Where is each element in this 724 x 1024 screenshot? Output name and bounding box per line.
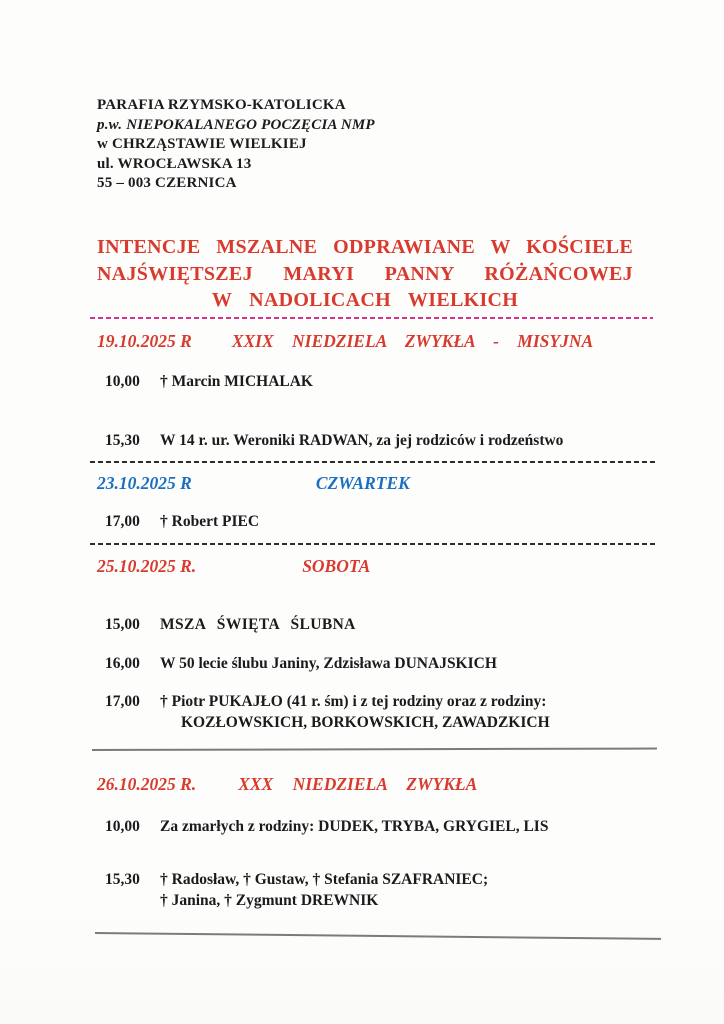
section-date: 26.10.2025 R. — [97, 774, 197, 794]
section-date: 23.10.2025 R — [97, 473, 192, 493]
parish-street: ul. WROCŁAWSKA 13 — [97, 155, 252, 172]
mass-entry — [97, 691, 657, 733]
parish-letterhead — [97, 96, 375, 194]
title-line-3: W NADOLICACH WIELKICH — [211, 289, 519, 311]
divider-solid — [92, 748, 657, 751]
section-heading-25-10 — [97, 556, 370, 577]
mass-time: 10,00 — [105, 818, 140, 835]
mass-entry — [97, 430, 657, 451]
mass-intention: Za zmarłych z rodziny: DUDEK, TRYBA, GRYGIEL, LIS — [160, 818, 549, 835]
parish-locality: w CHRZĄSTAWIE WIELKIEJ — [97, 136, 307, 152]
mass-intention: W 14 r. ur. Weroniki RADWAN, za jej rodziców i rodzeństwo — [160, 432, 564, 449]
section-day-name: XXX NIEDZIELA ZWYKŁA — [238, 774, 478, 794]
mass-intention: † Robert PIEC — [160, 513, 260, 530]
mass-time: 17,00 — [105, 693, 140, 710]
divider-dashed-pink — [90, 317, 653, 319]
mass-time: 17,00 — [105, 513, 140, 530]
section-heading-26-10 — [97, 774, 477, 795]
mass-intention — [160, 691, 657, 733]
mass-time: 15,30 — [105, 432, 140, 449]
section-heading-19-10 — [97, 331, 593, 352]
mass-intention-line-1: † Piotr PUKAJŁO (41 r. śm) i z tej rodziny oraz z rodziny: — [160, 693, 547, 710]
mass-intention-line-2: † Janina, † Zygmunt DREWNIK — [160, 892, 379, 909]
parish-name: PARAFIA RZYMSKO-KATOLICKA — [97, 97, 346, 113]
divider-dashed-black — [90, 543, 655, 545]
parish-patron: p.w. NIEPOKALANEGO POCZĘCIA NMP — [97, 116, 375, 133]
divider-dashed-black — [90, 461, 655, 463]
mass-intention — [160, 869, 657, 911]
mass-time: 10,00 — [105, 373, 140, 390]
mass-entry — [97, 869, 657, 911]
mass-intention-line-2: KOZŁOWSKICH, BORKOWSKICH, ZAWADZKICH — [181, 714, 550, 731]
parish-postal-code: 55 – 003 CZERNICA — [97, 175, 237, 191]
mass-intention-line-1: † Radosław, † Gustaw, † Stefania SZAFRANIEC; — [160, 871, 489, 888]
mass-intention: MSZA ŚWIĘTA ŚLUBNA — [160, 616, 356, 633]
mass-time: 16,00 — [105, 655, 140, 672]
section-day-name: SOBOTA — [302, 556, 371, 576]
mass-intention: † Marcin MICHALAK — [160, 373, 313, 390]
section-date: 19.10.2025 R — [97, 331, 192, 351]
section-day-name: XXIX NIEDZIELA ZWYKŁA - MISYJNA — [231, 331, 594, 351]
mass-entry — [97, 653, 657, 674]
document-title — [97, 234, 633, 314]
mass-entry — [97, 614, 657, 635]
mass-entry — [97, 816, 657, 837]
mass-time: 15,00 — [105, 616, 140, 633]
section-heading-23-10 — [97, 473, 410, 494]
mass-time: 15,30 — [105, 871, 140, 888]
divider-solid-bottom — [95, 932, 661, 940]
title-line-1: INTENCJE MSZALNE ODPRAWIANE W KOŚCIELE — [97, 236, 633, 258]
section-day-name: CZWARTEK — [315, 473, 410, 493]
section-date: 25.10.2025 R. — [97, 556, 197, 576]
mass-entry — [97, 371, 657, 392]
title-line-2: NAJŚWIĘTSZEJ MARYI PANNY RÓŻAŃCOWEJ — [97, 262, 633, 285]
mass-intention: W 50 lecie ślubu Janiny, Zdzisława DUNAJSKICH — [160, 655, 497, 672]
mass-entry — [97, 511, 657, 532]
